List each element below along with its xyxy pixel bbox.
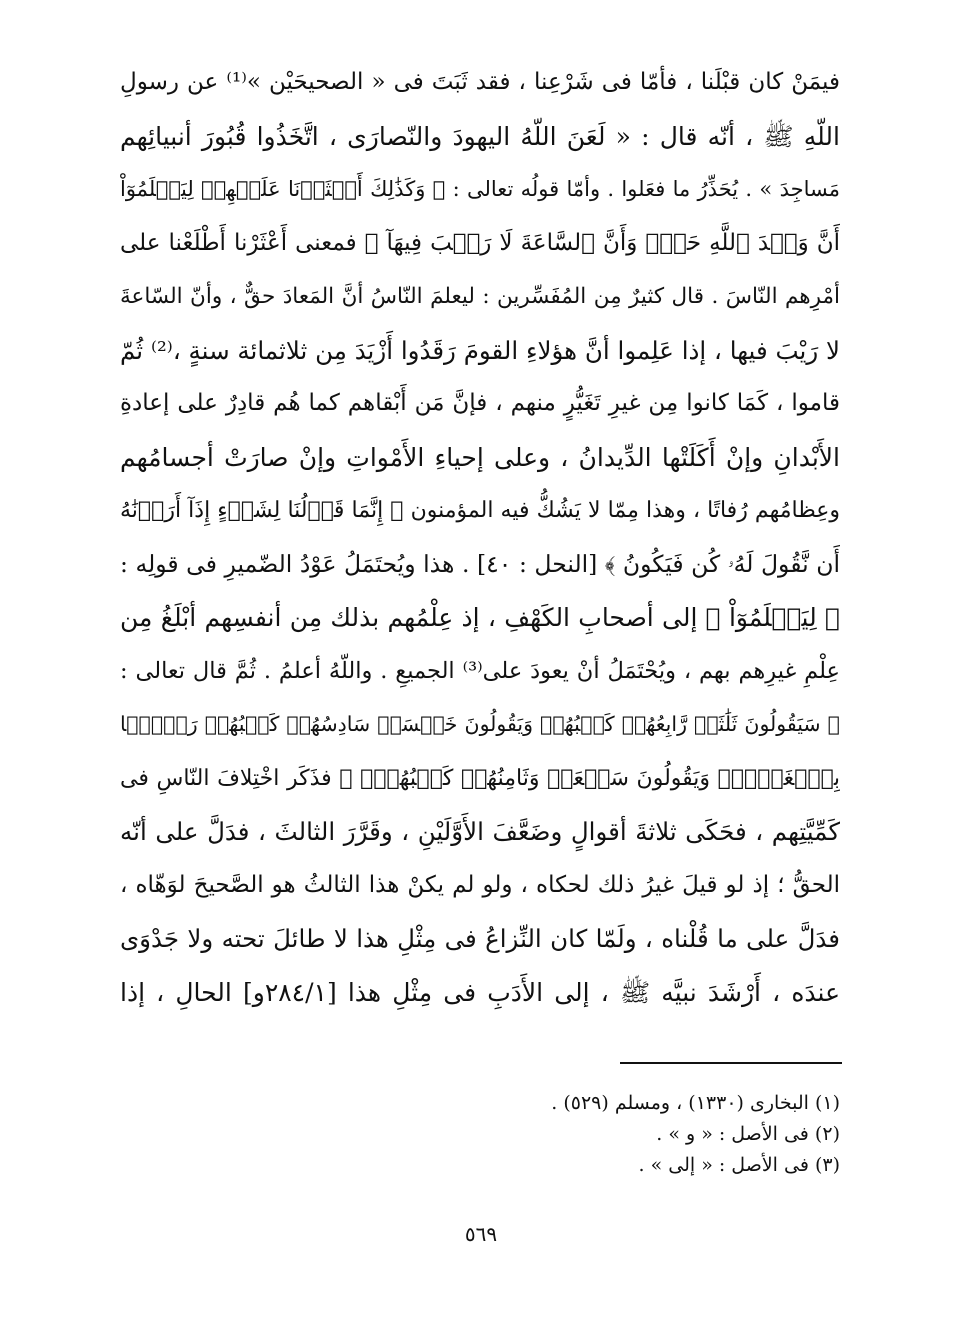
text-line: أَنَّ وَعۡدَ ٱللَّهِ حَقّٞ وَأَنَّ ٱلسَّاعَةَ لَا رَيۡبَ فِيهَآ ﴾ فمعنى أَعْثَرْنا أَطْلَعْنا على [120,229,840,256]
text-line: ﴿ سَيَقُولُونَ ثَلَٰثَةٞ رَّابِعُهُمۡ كَلۡبُهُمۡ وَيَقُولُونَ خَمۡسَةٞ سَادِسُهُمۡ كَلۡبُهُمۡ رَجۡمَۢا [120,712,840,736]
page-number: ٥٦٩ [464,1222,498,1246]
footnote-separator [620,1062,842,1064]
footnote: (٣) فى الأصل : « إلى » . [638,1154,840,1176]
text-line: عِلْمِ غيرِهم بهم ، ويُحْتَمَلُ أنْ يعودَ على⁽³⁾ الجميعِ . واللّهُ أعلمُ . ثُمَّ قال تعالى : [120,657,840,684]
text-line: أَن نَّقُولَ لَهُۥ كُن فَيَكُونُ ﴾ [النحل : ٤٠] . هذا ويُحتَمَلُ عَوْدُ الضّميرِ فى قولِه : [120,549,840,578]
text-line: قاموا ، كَمَا كانوا مِن غيرِ تَغَيُّرٍ منهم ، فإنَّ مَن أَبْقاهم كما هُم قادِرٌ على إعادةِ [120,390,840,416]
text-line: بِٱلۡغَيۡبِۖ وَيَقُولُونَ سَبۡعَةٞ وَثَامِنُهُمۡ كَلۡبُهُمۡۚ ﴾ فذَكَر اخْتِلافَ النّاسِ فى [120,765,840,791]
text-line: كَمِّيَّتِهم ، فحَكَى ثلاثةَ أقوالٍ وضَعَّفَ الأَوَّلَيْنِ ، وقَرَّرَ الثالثَ ، فدَلَّ على أنّه [120,817,840,846]
text-line: فيمَنْ كان قبْلَنا ، فأمّا فى شَرْعِنا ، فقد ثَبَتَ فى « الصحيحَيْن »⁽¹⁾ عن رسولِ [120,69,840,95]
footnote: (٢) فى الأصل : « و » . [656,1123,840,1145]
text-line: اللّهِ ﷺ ، أنّه قال : « لَعَنَ اللّهُ اليهودَ والنّصارَى ، اتَّخَذُوا قُبُورَ أنبيائِهم [120,121,840,151]
text-line: لا رَيْبَ فيها ، إذا عَلِموا أنَّ هؤلاءِ القومَ رَقَدُوا أَزْيَدَ مِن ثلاثمائة سنةٍ ،⁽²⁾ ثُمّ [120,335,840,365]
text-line: الحقُّ ؛ إذ لو قيلَ غيرُ ذلك لحكاه ، ولو لم يكنْ هذا الثالثُ هو الصَّحيحَ لوَهّاه ، [120,871,840,898]
text-line: عندَه ، أَرْشَدَ نبيَّه ﷺ ، إلى الأَدَبِ فى مِثْلِ هذا [٢٨٤/١و] الحالِ ، إذا [120,977,840,1007]
text-line: مَساجِدَ » . يُحَذِّرُ ما فعَلوا . وأمّا قولُه تعالى : ﴿ وَكَذَٰلِكَ أَعۡثَرۡنَا عَلَيۡهِمۡ لِيَعۡلَمُوٓاْ [120,177,840,201]
text-line: وعِظامُهم رُفاتًا ، وهذا مِمّا لا يَشُكُّ فيه المؤمنون ﴿ إِنَّمَا قَوۡلُنَا لِشَيۡءٍ إِذَآ أَرَدۡنَٰهُ [120,498,840,523]
main-text [120,56,840,1019]
text-line: أمْرِهم النّاسَ . قال كثيرٌ مِن المُفَسِّرين : ليعلمَ النّاسُ أنَّ المَعادَ حقٌّ ، وأنّ السّاعةَ [120,284,840,309]
text-line: فدَلَّ على ما قُلْناه ، ولَمّا كان النِّزاعُ فى مِثْلِ هذا لا طائلَ تحته ولا جَدْوَى [120,924,840,953]
footnote: (١) البخارى (١٣٣٠) ، ومسلم (٥٢٩) . [551,1092,840,1114]
footnotes [420,1088,840,1181]
text-line: الأَبْدانِ وإنْ أَكَلَتْها الدِّيدانُ ، وعلى إحياءِ الأَمْواتِ وإنْ صارَتْ أجسامُهم [120,442,840,472]
text-line: ﴿ لِيَعۡلَمُوٓاْ ﴾ إلى أصحابِ الكَهْفِ ، إذ عِلْمُهم بذلك مِن أنفسِهم أبْلَغُ مِن [120,603,840,632]
